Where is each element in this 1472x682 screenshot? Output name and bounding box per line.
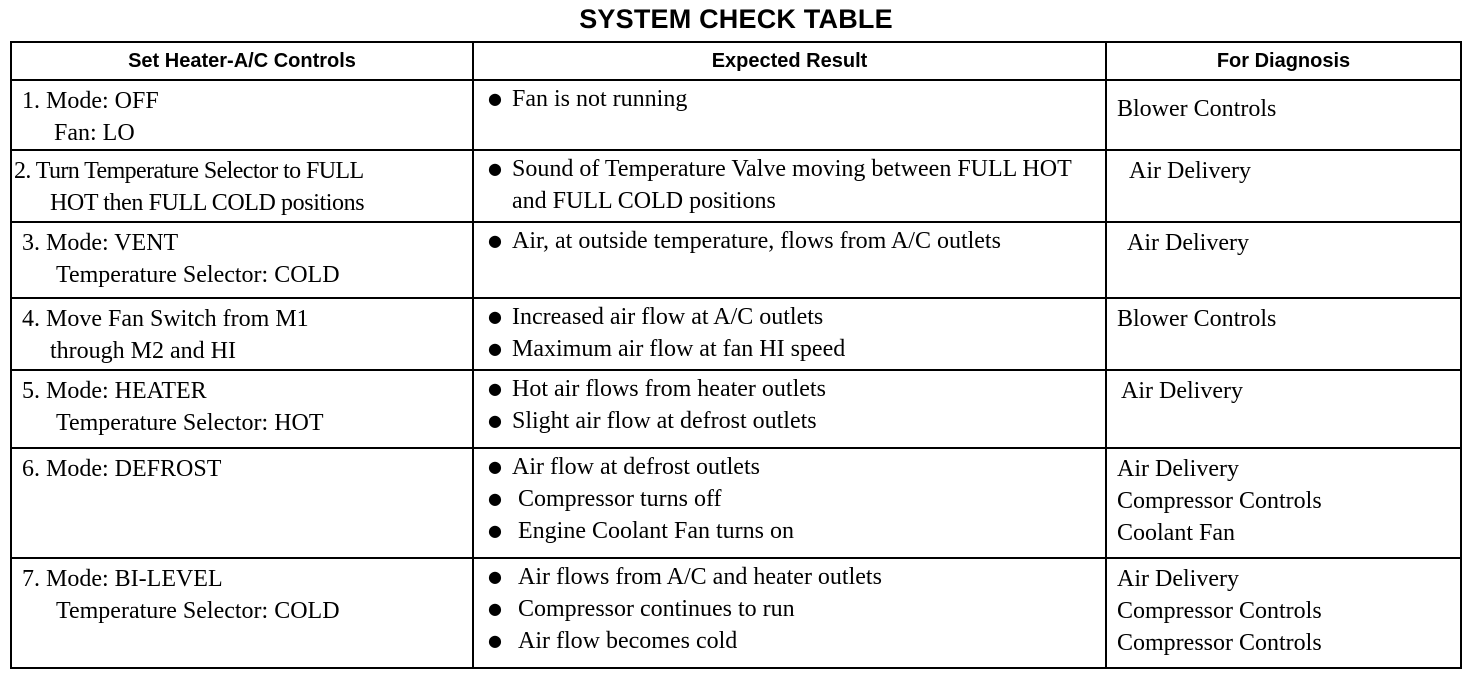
result-text: Air flow becomes cold bbox=[518, 628, 738, 654]
diagnosis-item: Blower Controls bbox=[1117, 96, 1277, 122]
controls-cell bbox=[11, 370, 473, 448]
diagnosis-cell bbox=[1106, 80, 1461, 150]
result-item bbox=[488, 515, 1097, 547]
control-step: 1. Mode: OFF bbox=[22, 88, 159, 114]
table-row bbox=[11, 222, 1461, 298]
page-title: SYSTEM CHECK TABLE bbox=[579, 4, 893, 34]
bullet-icon: ● bbox=[488, 521, 502, 540]
diagnosis-item: Air Delivery bbox=[1117, 456, 1239, 482]
diagnosis-item: Coolant Fan bbox=[1117, 520, 1235, 546]
result-item bbox=[488, 301, 1097, 333]
header-controls: Set Heater-A/C Controls bbox=[11, 42, 473, 80]
bullet-icon: ● bbox=[488, 631, 502, 650]
diagnosis-cell bbox=[1106, 558, 1461, 668]
bullet-icon: ● bbox=[488, 411, 502, 430]
diagnosis-item: Compressor Controls bbox=[1117, 630, 1322, 656]
controls-cell bbox=[11, 80, 473, 150]
system-check-table bbox=[10, 41, 1462, 669]
bullet-icon: ● bbox=[488, 489, 502, 508]
result-item bbox=[488, 561, 1097, 593]
result-cell bbox=[473, 370, 1106, 448]
table-row bbox=[11, 370, 1461, 448]
result-text: Fan is not running bbox=[512, 86, 688, 112]
table-row bbox=[11, 558, 1461, 668]
control-detail: Temperature Selector: COLD bbox=[56, 598, 340, 624]
diagnosis-item: Air Delivery bbox=[1121, 378, 1243, 404]
result-cell bbox=[473, 150, 1106, 222]
diagnosis-cell bbox=[1106, 150, 1461, 222]
result-text: Compressor turns off bbox=[518, 486, 722, 512]
table-row bbox=[11, 298, 1461, 370]
bullet-icon: ● bbox=[488, 567, 502, 586]
diagnosis-item: Compressor Controls bbox=[1117, 488, 1322, 514]
controls-cell bbox=[11, 448, 473, 558]
result-text: Increased air flow at A/C outlets bbox=[512, 304, 824, 330]
diagnosis-cell bbox=[1106, 448, 1461, 558]
bullet-icon: ● bbox=[488, 159, 502, 178]
controls-cell bbox=[11, 558, 473, 668]
result-item bbox=[488, 625, 1097, 657]
result-item bbox=[488, 405, 1097, 437]
bullet-icon: ● bbox=[488, 89, 502, 108]
table-row bbox=[11, 150, 1461, 222]
control-detail: Temperature Selector: HOT bbox=[56, 410, 324, 436]
bullet-icon: ● bbox=[488, 307, 502, 326]
result-cell bbox=[473, 558, 1106, 668]
bullet-icon: ● bbox=[488, 379, 502, 398]
result-cell bbox=[473, 222, 1106, 298]
control-step: 3. Mode: VENT bbox=[22, 230, 179, 256]
control-step: 7. Mode: BI-LEVEL bbox=[22, 566, 223, 592]
control-step: 2. Turn Temperature Selector to FULL bbox=[14, 158, 364, 184]
result-cell bbox=[473, 298, 1106, 370]
control-step: 4. Move Fan Switch from M1 bbox=[22, 306, 309, 332]
header-diagnosis: For Diagnosis bbox=[1106, 42, 1461, 80]
result-text: Sound of Temperature Valve moving between FULL HOT and FULL COLD positions bbox=[512, 156, 1072, 214]
diagnosis-item: Air Delivery bbox=[1117, 566, 1239, 592]
control-detail: HOT then FULL COLD positions bbox=[50, 190, 365, 216]
result-item bbox=[488, 333, 1097, 365]
result-text: Air flows from A/C and heater outlets bbox=[518, 564, 882, 590]
diagnosis-item: Air Delivery bbox=[1129, 158, 1251, 184]
diagnosis-item: Air Delivery bbox=[1127, 230, 1249, 256]
table-row bbox=[11, 80, 1461, 150]
result-text: Slight air flow at defrost outlets bbox=[512, 408, 817, 434]
result-text: Air, at outside temperature, flows from A/C outlets bbox=[512, 228, 1001, 254]
result-item bbox=[488, 593, 1097, 625]
table-row bbox=[11, 448, 1461, 558]
result-cell bbox=[473, 448, 1106, 558]
bullet-icon: ● bbox=[488, 457, 502, 476]
control-detail: Temperature Selector: COLD bbox=[56, 262, 340, 288]
control-step: 6. Mode: DEFROST bbox=[22, 456, 222, 482]
diagnosis-cell bbox=[1106, 298, 1461, 370]
diagnosis-item: Compressor Controls bbox=[1117, 598, 1322, 624]
bullet-icon: ● bbox=[488, 599, 502, 618]
result-item bbox=[488, 483, 1097, 515]
result-item bbox=[488, 373, 1097, 405]
result-item bbox=[488, 451, 1097, 483]
controls-cell bbox=[11, 150, 473, 222]
bullet-icon: ● bbox=[488, 231, 502, 250]
bullet-icon: ● bbox=[488, 339, 502, 358]
control-detail: Fan: LO bbox=[54, 120, 135, 146]
header-expected-result: Expected Result bbox=[473, 42, 1106, 80]
result-text: Maximum air flow at fan HI speed bbox=[512, 336, 846, 362]
diagnosis-cell bbox=[1106, 370, 1461, 448]
result-cell bbox=[473, 80, 1106, 150]
result-text: Air flow at defrost outlets bbox=[512, 454, 760, 480]
result-text: Compressor continues to run bbox=[518, 596, 795, 622]
diagnosis-item: Blower Controls bbox=[1117, 306, 1277, 332]
controls-cell bbox=[11, 222, 473, 298]
header-row bbox=[11, 42, 1461, 80]
controls-cell bbox=[11, 298, 473, 370]
control-detail: through M2 and HI bbox=[50, 338, 236, 364]
result-item bbox=[488, 83, 1097, 115]
result-item bbox=[488, 153, 1097, 217]
control-step: 5. Mode: HEATER bbox=[22, 378, 207, 404]
result-text: Hot air flows from heater outlets bbox=[512, 376, 826, 402]
result-text: Engine Coolant Fan turns on bbox=[518, 518, 794, 544]
result-item bbox=[488, 225, 1097, 257]
diagnosis-cell bbox=[1106, 222, 1461, 298]
